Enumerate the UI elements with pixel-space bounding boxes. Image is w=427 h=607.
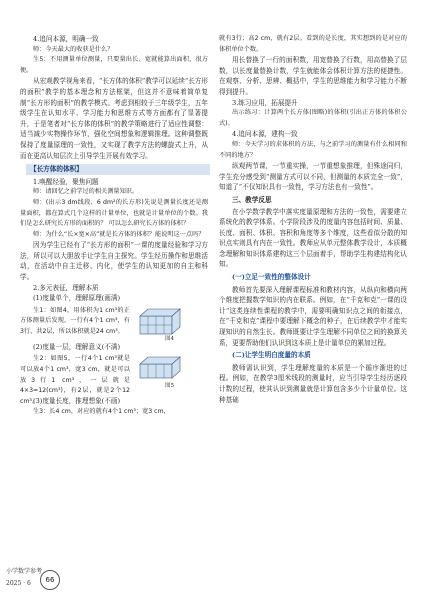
subsection-heading: (二)让学生明白度量的本质 [232, 351, 311, 360]
paragraph: 纵观两节课，一节重实操，一节重想象推理，但殊途同归，学生充分感受到“测量方式可以不同，但测量的本质完全一致”，知道了“不仅知识具有一致性，学习方法也有一致性”。 [219, 162, 407, 192]
paragraph: (1)度量单个，理解原理(画满) [33, 294, 121, 303]
paragraph: 4.追问本源，明确一致 [33, 35, 99, 43]
paragraph: 4.追问本源，建构一致 [232, 130, 298, 139]
cube-diagram-5 [138, 354, 184, 380]
page-footer [6, 566, 76, 600]
paragraph: 师：今天最大的收获是什么？ [33, 45, 114, 53]
paragraph: 生1：如图4，用体积为1 cm³的正方体测量后发现，一行有4个1 cm³，有3行，共2层，所以体积就是24 cm³。 [20, 306, 130, 336]
section-heading: 【长方体的体积】 [26, 164, 210, 175]
paragraph: 生2：如图5，一行4个1 cm³就是可以放4个1 cm³，宽3 cm，就是可以放3行1 cm³，一层就是4×3=12(cm³)，有2层，就是2个12 cm³。 [20, 355, 130, 405]
figure-caption: 图5 [165, 383, 174, 390]
paragraph: 生3：长4 cm，对应的就有4个1 cm³；宽3 cm， [33, 408, 170, 416]
paragraph: 生5：不用测量单位测量，只要量出长、宽就能算出面积，很方便。 [20, 56, 208, 74]
paragraph: 师：今天学习的求体积的方法，与之前学习的测量有什么相同和不同的地方？ [219, 140, 407, 159]
paragraph: 因为学生已经有了“长方形的面积”一课的度量经验和学习方法，所以可以大胆放手让学生自主探究。学生经历操作和思维活动，在活动中自主迁移、内化，使学生的认知更加的自主和科学。 [20, 241, 208, 282]
paragraph: (3)度量长度，推理想象(不画) [33, 397, 121, 406]
paragraph: 出示练习：计算两个长方体(图略)的体积(引出正方体的体积公式)。 [219, 109, 407, 127]
right-column [219, 34, 407, 405]
paragraph: 师：(出示3 dm线段、6 dm²的长方形)先说是测量长度还是测量面积，都在算式几个这样的计量单位，也就是计量单位的个数。我们是怎么研究长方形的面积的？ 可以怎么研究长方体的体积？ [20, 198, 208, 228]
paragraph: 从宏观教学视角来看，“长方体的体积”教学可以延续“长方形的面积”教学的基本理念和方法框架，但这并不意味着简单复制“长方形的面积”的教学模式。考虑到相较于三年级学生，五年级学生在认知水平、学习能力和思维方式等方面都有了显著提升，于是笔者对“长方体的体积”的教学策略进行了适应性调整：适当减少实物操作环节，强化空间想象和逻辑推理。这种调整既保持了度量原理的一致性，又实现了教学方法的螺旋式上升，从而在更高认知层次上引导学生开展有效学习。 [20, 77, 208, 160]
section-heading: 三、教学反思 [232, 195, 272, 204]
issue-date: 2025 · 6 [6, 580, 31, 587]
paragraph: 1.唤醒经验，聚焦问题 [33, 177, 99, 186]
paragraph: 教师首先要深入理解课程标准和教材内容，从纵向和横向两个维度把握数学知识的内在联系。例如，在“千克和克”一课的设计“这类连续性课程的教学中，需要明确知识点之间的衔接点，在“千克和克”课程中要理解下概念的种子，在后续教学中才能实现知识的自然生长。教师既要让学生理解不同单位之间的换算关系，更要帮助他们认识到这本质上是计量单位的累加过程。 [219, 285, 407, 347]
figure-4 [20, 306, 208, 340]
left-column [20, 34, 208, 418]
paragraph: 在小学数学教学中落实度量原理和方法的一致性，需要建立系统化的教学体系。小学阶段涉及的度量内容包括时间、质量、长度、面积、体积、容积和角度等多个维度，这些看似分散的知识点实则具有内在一致性。教师应从单元整体教学设计，本质概念理解和知识体系建构这三个层面着手，帮助学生构建结构化认知。 [219, 207, 407, 269]
paragraph: 师：请回忆之前学过的相关测量知识。 [33, 188, 139, 196]
magazine-name: 小学数学参考 [6, 568, 43, 575]
cube-diagram-4 [138, 306, 184, 336]
paragraph: (2)度量一层，理解意义(不满) [33, 342, 121, 351]
paragraph: 3.练习应用，拓展提升 [232, 98, 298, 107]
paragraph: 就有3行；高2 cm，就有2层。看到的是长度，其实想到的是对应的体积单位个数。 [219, 35, 407, 53]
paragraph: 师：为什么“长×宽×高”就是长方体的体积？能说明这一点吗？ [33, 230, 205, 238]
figure-caption: 图4 [165, 335, 174, 342]
page-number: 66 [40, 570, 60, 590]
paragraph: 用长替换了一行的面积数，用宽替换了行数，用高替换了层数，以长度量替换计数，学生就能体会体积计算方法的便捷性。在观察、分析、思辨、概括中，学生的思维能力和学习能力不断得到提升。 [219, 56, 407, 96]
paragraph: 2.多元表征，理解本质 [33, 283, 99, 292]
subsection-heading: (一)立足一致性的整体设计 [232, 273, 311, 282]
paragraph: 教师需认识到，学生理解度量的本质是一个循序渐进的过程。例如，在教学3厘米线段的测量时，应当引导学生经历逐段计数的过程，使其认识到测量就是计算包含多少个计量单位。这种基础 [219, 363, 407, 404]
